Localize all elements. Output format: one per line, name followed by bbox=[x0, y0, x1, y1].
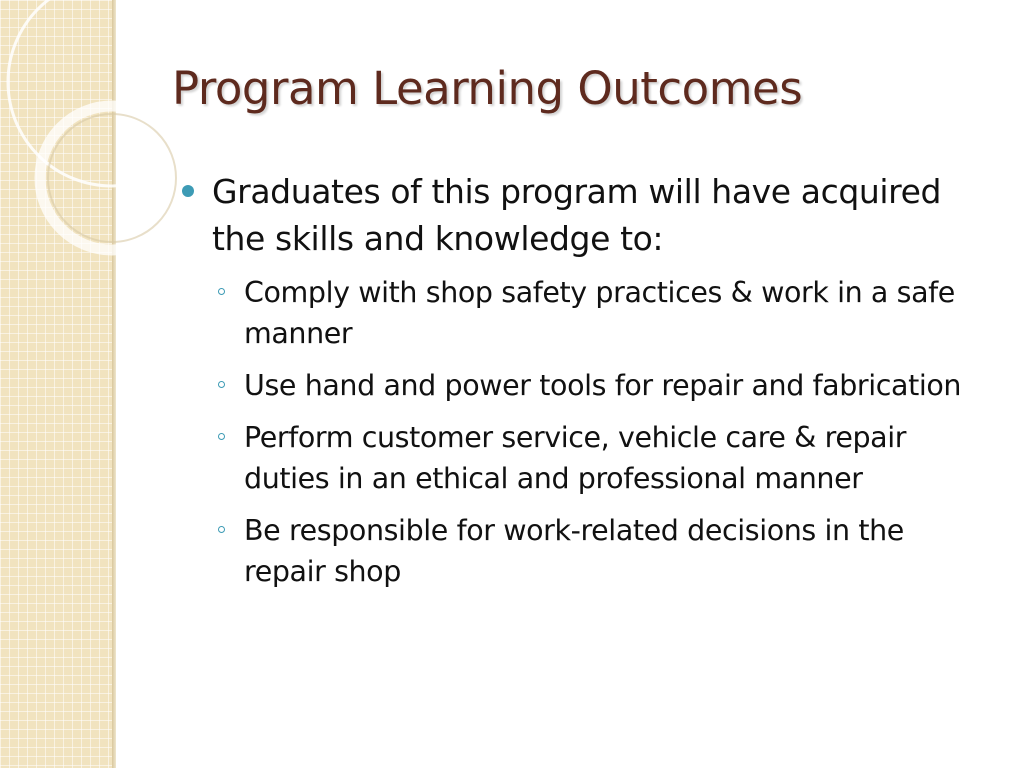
slide-body bbox=[180, 168, 980, 603]
circle-rings-decoration bbox=[0, 0, 200, 300]
sub-bullet-item bbox=[244, 417, 980, 499]
sub-bullet-item bbox=[244, 272, 980, 354]
inner-ring-shadow bbox=[48, 114, 176, 242]
sub-bullet-text: Use hand and power tools for repair and fabrication bbox=[244, 369, 962, 402]
sub-bullet-text: Comply with shop safety practices & work in a safe manner bbox=[244, 276, 955, 350]
hollow-circle-bullet-icon bbox=[218, 288, 225, 295]
hollow-circle-bullet-icon bbox=[218, 526, 225, 533]
filled-circle-bullet-icon bbox=[182, 185, 194, 197]
middle-ring bbox=[40, 106, 184, 250]
hollow-circle-bullet-icon bbox=[218, 381, 225, 388]
sub-bullet-text: Be responsible for work-related decisions in the repair shop bbox=[244, 514, 904, 588]
bullet-item bbox=[180, 168, 980, 262]
sub-bullet-text: Perform customer service, vehicle care & repair duties in an ethical and professional manner bbox=[244, 421, 907, 495]
sub-bullet-item bbox=[244, 365, 980, 406]
sub-bullet-item bbox=[244, 510, 980, 592]
sub-bullet-list bbox=[180, 272, 980, 592]
slide-title: Program Learning Outcomes bbox=[172, 62, 803, 115]
bullet-text: Graduates of this program will have acquired the skills and knowledge to: bbox=[212, 172, 942, 258]
hollow-circle-bullet-icon bbox=[218, 433, 225, 440]
